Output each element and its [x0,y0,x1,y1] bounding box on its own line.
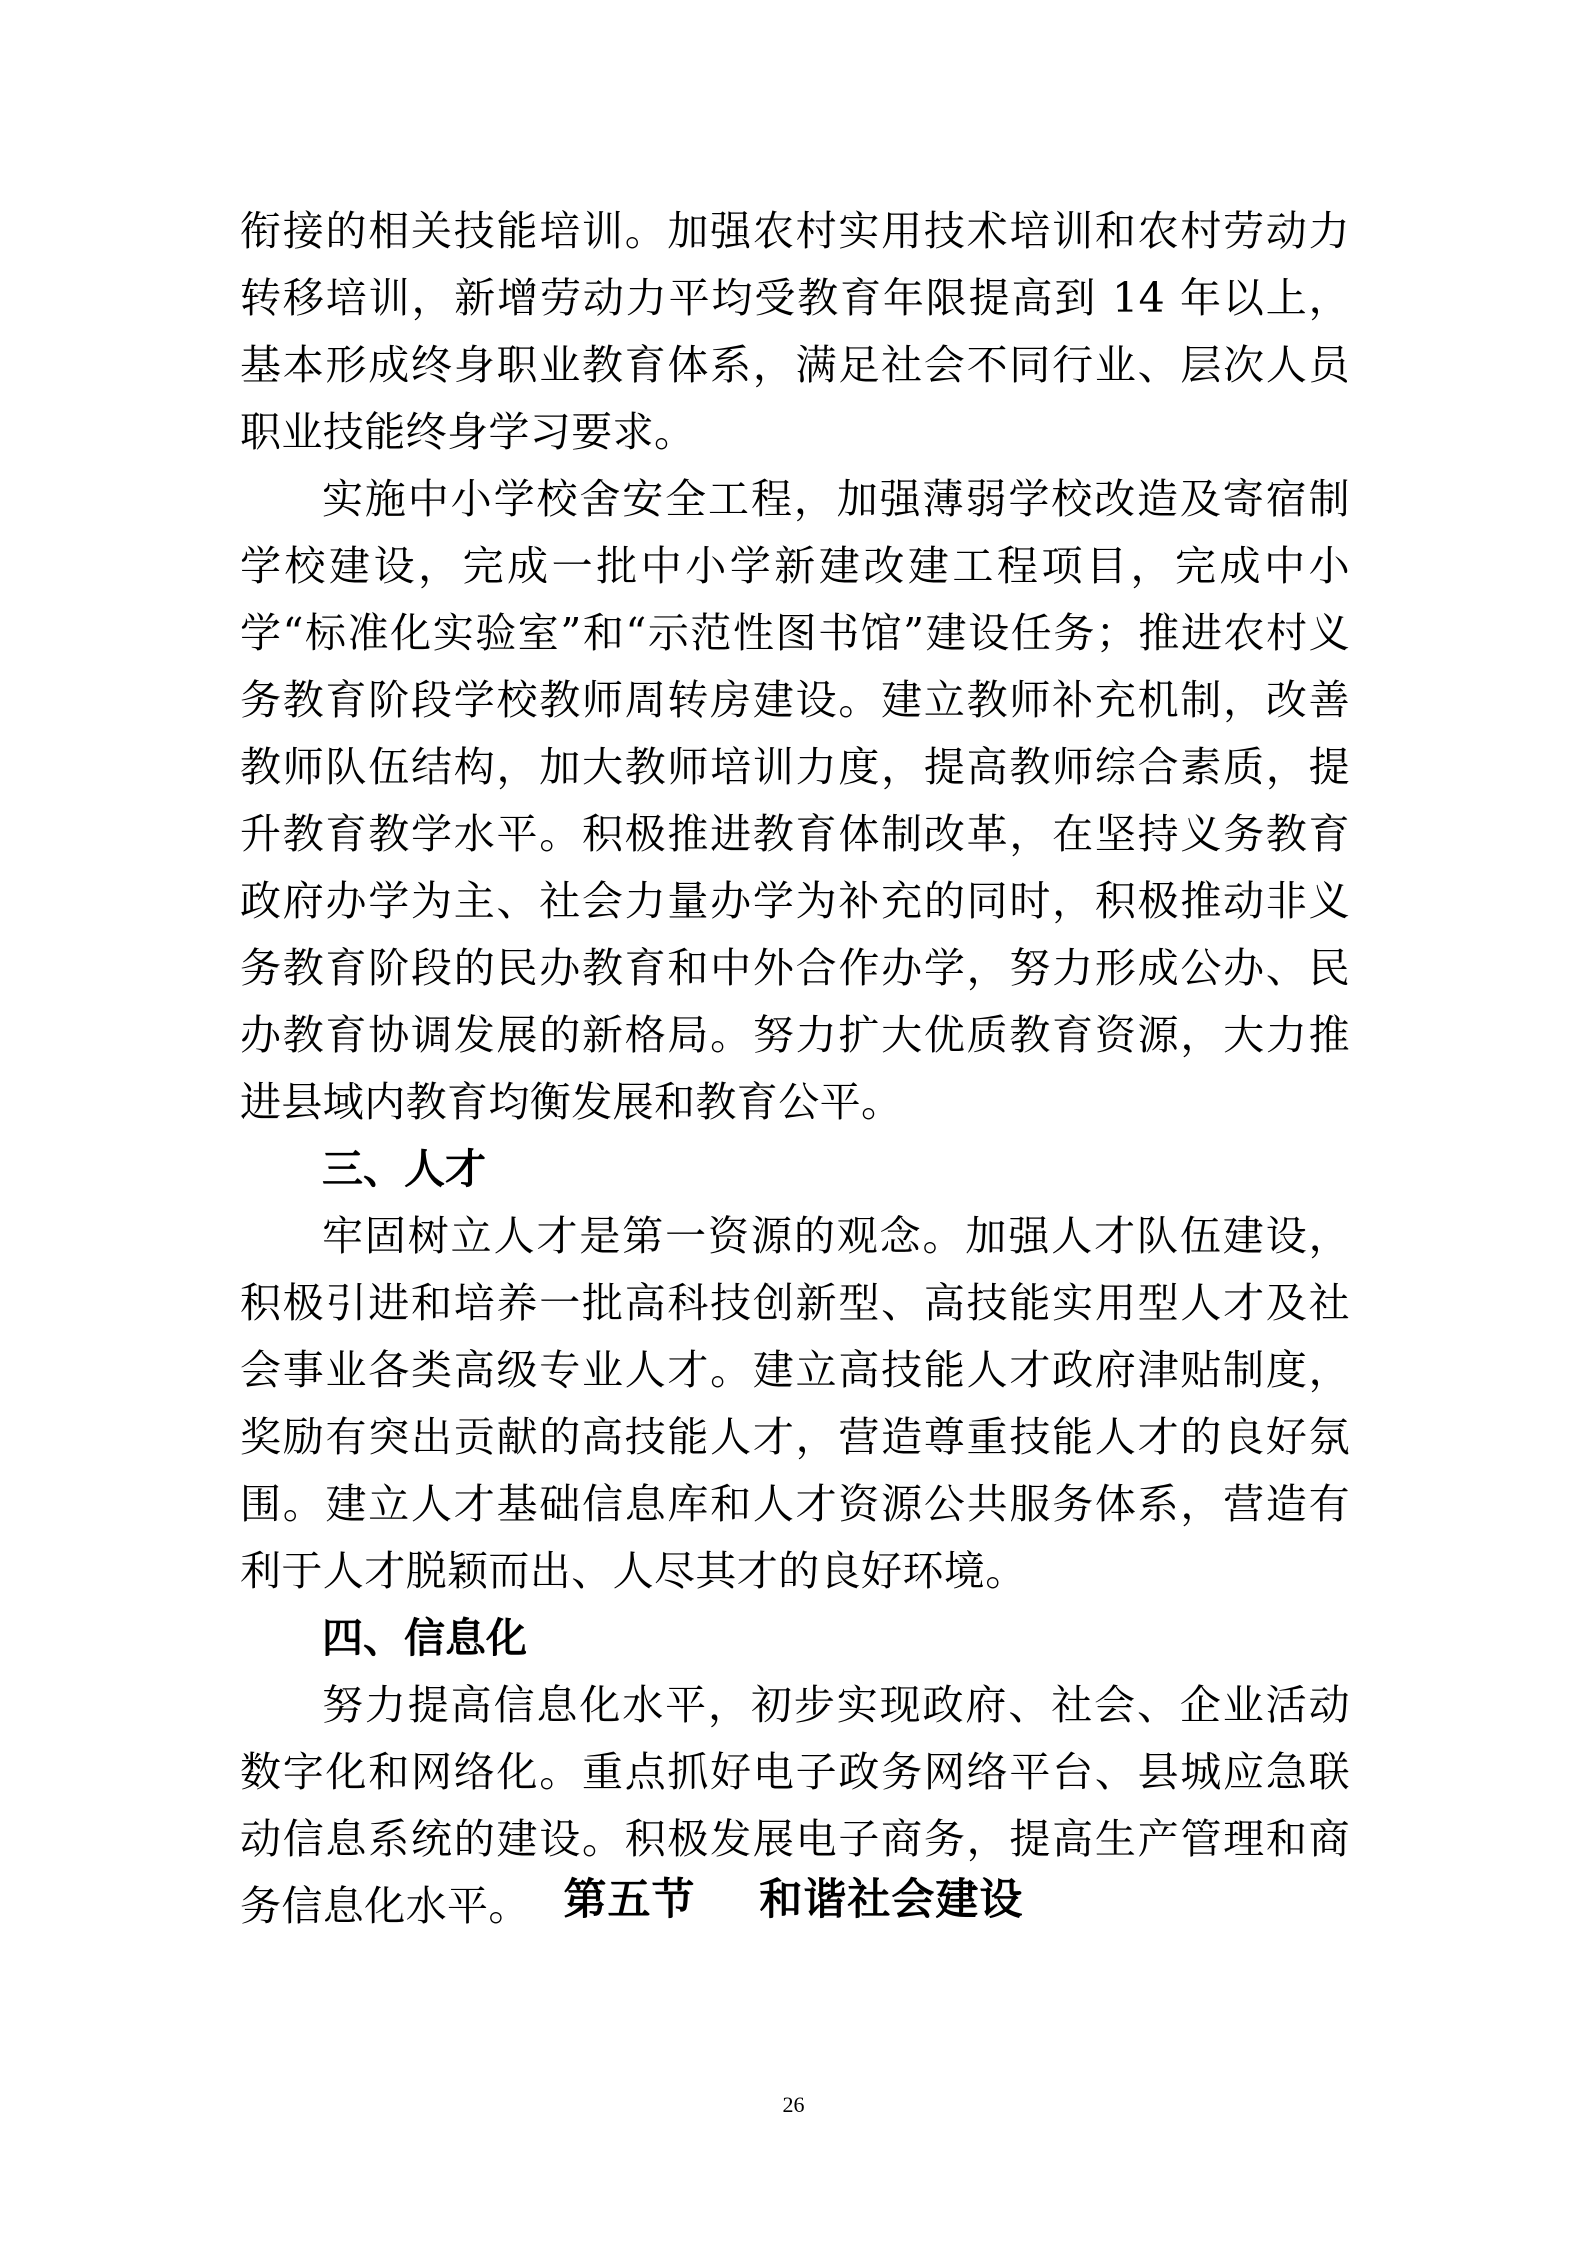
paragraph-talent: 牢固树立人才是第一资源的观念。加强人才队伍建设，积极引进和培养一批高科技创新型、高技能实用型人才及社会事业各类高级专业人才。建立高技能人才政府津贴制度，奖励有突出贡献的高技能人才，营造尊重技能人才的良好氛围。建立人才基础信息库和人才资源公共服务体系，营造有利于人才脱颖而出、人尽其才的良好环境。 [240,1212,1350,1595]
page-number: 26 [782,2092,805,2117]
paragraph-informatization: 努力提高信息化水平，初步实现政府、社会、企业活动数字化和网络化。重点抓好电子政务网络平台、县城应急联动信息系统的建设。积极发展电子商务，提高生产管理和商务信息化水平。 [240,1681,1350,1930]
paragraph-school-construction: 实施中小学校舍安全工程，加强薄弱学校改造及寄宿制学校建设，完成一批中小学新建改建工程项目，完成中小学“标准化实验室”和“示范性图书馆”建设任务；推进农村义务教育阶段学校教师周转房建设。建立教师补充机制，改善教师队伍结构，加大教师培训力度，提高教师综合素质，提升教育教学水平。积极推进教育体制改革，在坚持义务教育政府办学为主、社会力量办学为补充的同时，积极推动非义务教育阶段的民办教育和中外合作办学，努力形成公办、民办教育协调发展的新格局。努力扩大优质教育资源，大力推进县域内教育均衡发展和教育公平。 [240,475,1350,1126]
paragraph-vocational-training: 衔接的相关技能培训。加强农村实用技术培训和农村劳动力转移培训，新增劳动力平均受教育年限提高到 14 年以上，基本形成终身职业教育体系，满足社会不同行业、层次人员职业技能终身学习要求。 [240,207,1350,456]
body-text [240,198,1350,1940]
heading-talent: 三、人才 [322,1145,486,1193]
section-title: 第五节 和谐社会建设 [563,1875,1024,1925]
heading-informatization: 四、信息化 [322,1614,527,1662]
